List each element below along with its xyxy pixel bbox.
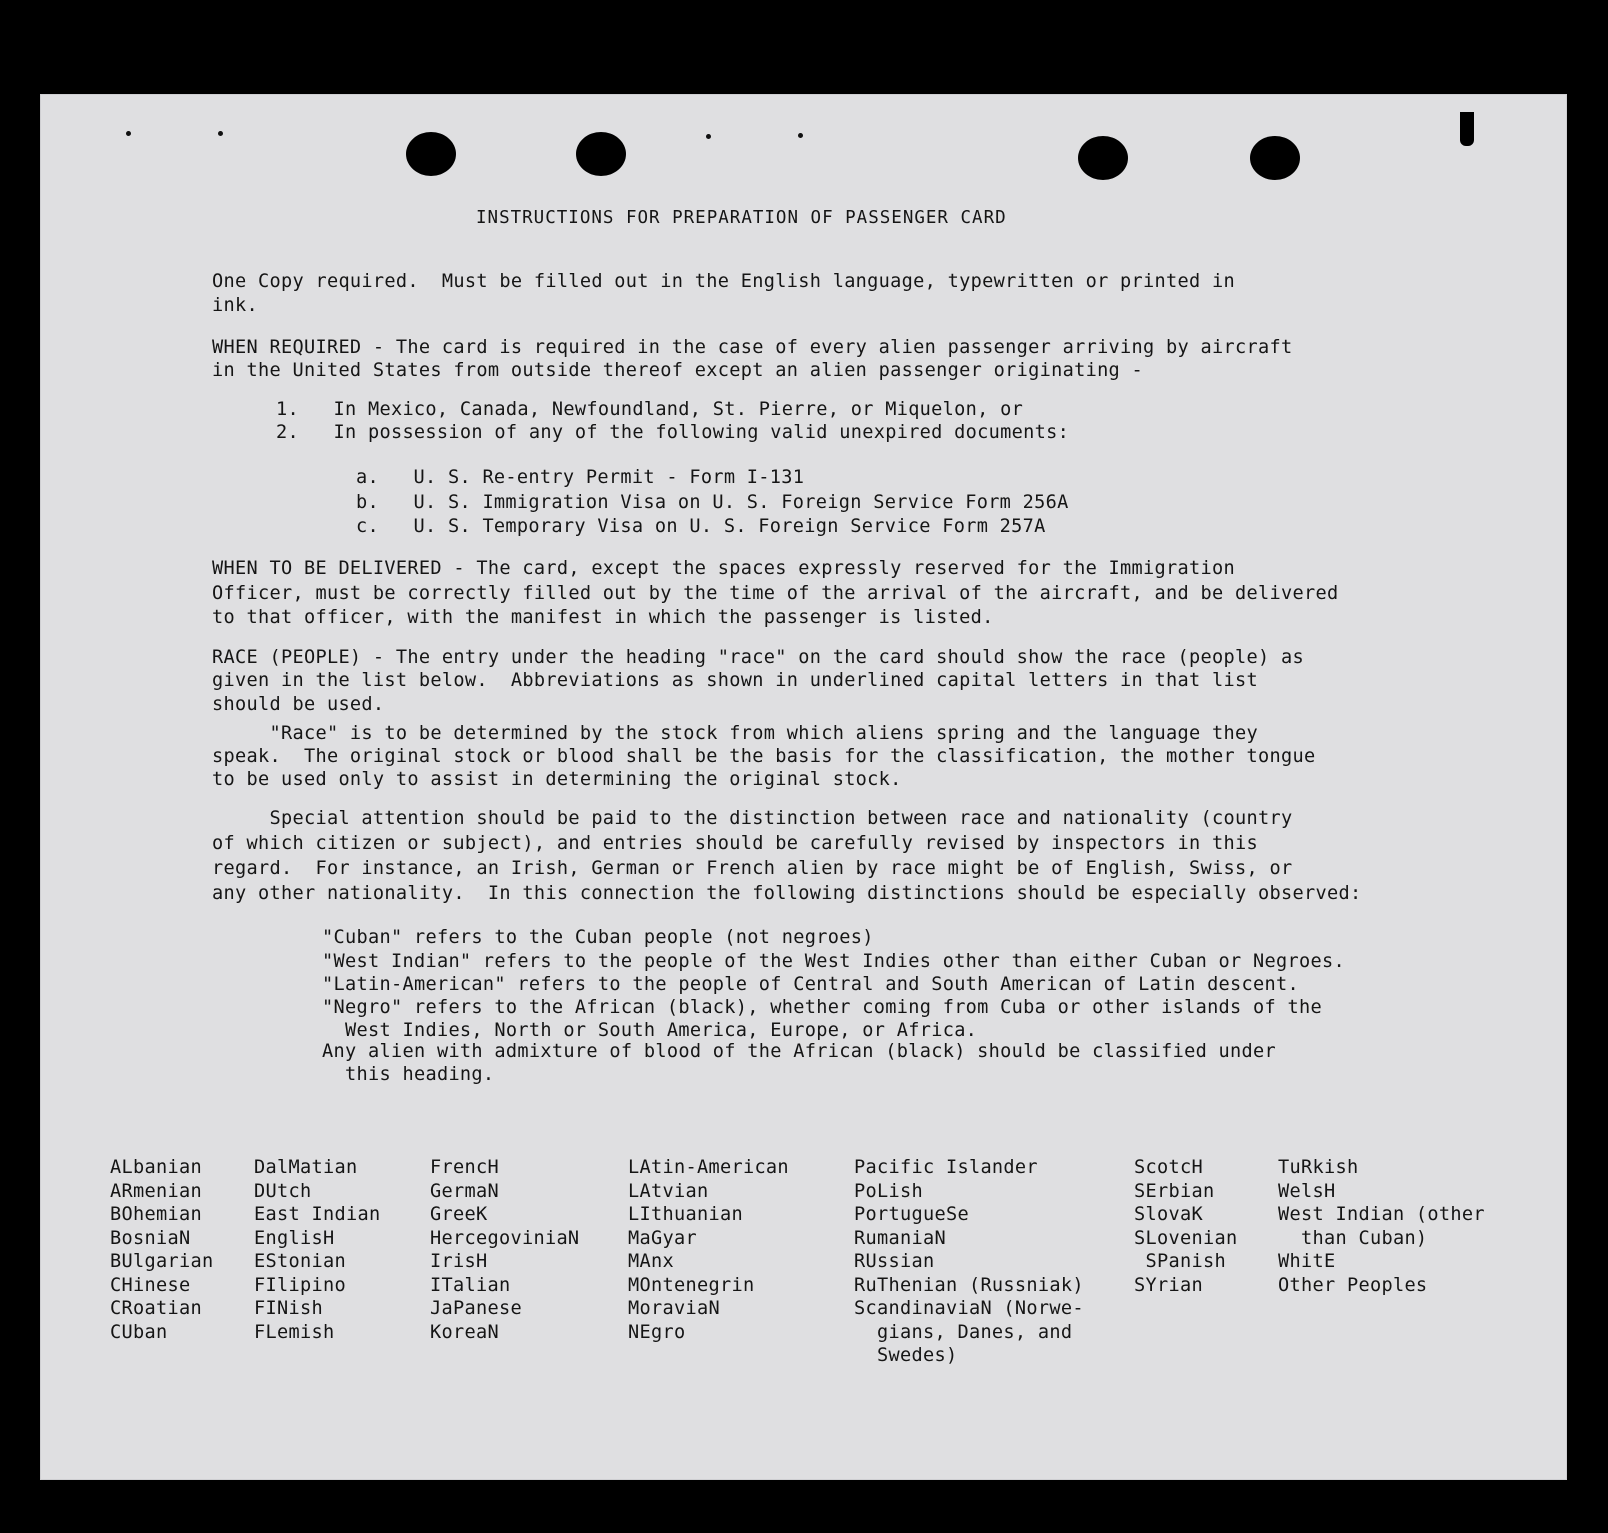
when-required-line: WHEN REQUIRED - The card is required in the case of every alien passenger arriving by aircraft [212,337,1293,358]
race-column [628,1156,789,1344]
race-entry: JaPanese [430,1298,522,1319]
race-entry: BOhemian [110,1204,202,1225]
race-entry: FrencH [430,1157,499,1178]
race-entry: MAnx [628,1251,674,1272]
race-entry: DalMatian [254,1157,358,1178]
punch-hole [576,132,626,176]
race-determined-line: speak. The original stock or blood shall be the basis for the classification, the mother tongue [212,746,1316,767]
race-entry: ITalian [430,1274,511,1296]
race-entry: Swedes) [854,1345,958,1366]
speck [218,131,223,136]
race-entry: LAtin-American [628,1157,789,1178]
documents-line: a. U. S. Re-entry Permit - Form I-131 [356,467,805,488]
race-entry: GermaN [430,1180,499,1202]
race-entry: FLemish [254,1321,335,1343]
race-column [430,1156,579,1344]
race-entry: CRoatian [110,1298,202,1319]
distinctions-line: West Indies, North or South America, Europe, or Africa. [322,1020,978,1041]
race-entry: PoLish [854,1180,923,1202]
race-entry: HercegoviniaN [430,1227,580,1249]
race-entry: TuRkish [1278,1157,1359,1178]
race-entry: East Indian [254,1204,381,1225]
race-entry: GreeK [430,1204,488,1225]
race-entry: MaGyar [628,1227,697,1249]
race-entry: Other Peoples [1278,1274,1428,1296]
race-entry: BUlgarian [110,1251,214,1272]
race-people-line: should be used. [212,694,385,715]
race-determined-line: "Race" is to be determined by the stock from which aliens spring and the language they [212,723,1258,744]
page-title: INSTRUCTIONS FOR PREPARATION OF PASSENGER CARD [476,208,1007,228]
race-entry: SLovenian [1134,1227,1238,1249]
race-entry: gians, Danes, and [854,1321,1073,1343]
special-attention-line: Special attention should be paid to the distinction between race and nationality (country [212,808,1293,829]
speck [706,134,711,139]
race-entry: WhitE [1278,1251,1336,1272]
race-column [1278,1156,1485,1297]
when-delivered-line: Officer, must be correctly filled out by the time of the arrival of the aircraft, and be delivered [212,583,1339,604]
race-entry: ARmenian [110,1180,202,1202]
race-entry: LIthuanian [628,1204,743,1225]
race-entry: BosniaN [110,1227,191,1249]
race-entry: EnglisH [254,1227,335,1249]
race-entry: CUban [110,1321,168,1343]
race-column [110,1156,213,1344]
race-entry: SlovaK [1134,1204,1203,1225]
conditions-line: 2. In possession of any of the following valid unexpired documents: [276,422,1070,443]
distinctions-line: "Cuban" refers to the Cuban people (not negroes) [322,927,874,948]
race-entry: SPanish [1134,1251,1226,1272]
race-entry: West Indian (other [1278,1204,1485,1225]
race-entry: PortugueSe [854,1204,969,1225]
race-entry: MOntenegrin [628,1274,755,1296]
race-entry: MoraviaN [628,1298,720,1319]
distinctions-line: "West Indian" refers to the people of the West Indies other than either Cuban or Negroes. [322,951,1345,972]
race-entry: NEgro [628,1321,686,1343]
race-entry: EStonian [254,1251,346,1272]
race-entry: LAtvian [628,1180,709,1202]
race-entry: KoreaN [430,1321,499,1343]
race-entry: than Cuban) [1278,1227,1428,1249]
race-column [1134,1156,1237,1297]
race-entry: ScandinaviaN (Norwe- [854,1298,1084,1319]
when-delivered-line: to that officer, with the manifest in which the passenger is listed. [212,607,994,628]
special-attention-line: any other nationality. In this connection the following distinctions should be especially observed: [212,883,1362,904]
race-entry: IrisH [430,1251,488,1272]
race-entry: RUssian [854,1251,935,1272]
race-entry: Pacific Islander [854,1157,1038,1178]
race-entry: ALbanian [110,1157,202,1178]
race-entry: ScotcH [1134,1157,1203,1178]
punch-hole [1078,136,1128,180]
distinctions-line: "Latin-American" refers to the people of Central and South American of Latin descent. [322,974,1300,995]
documents-line: c. U. S. Temporary Visa on U. S. Foreign Service Form 257A [356,516,1046,537]
race-entry: FIlipino [254,1274,346,1296]
race-entry: FINish [254,1298,323,1319]
special-attention-line: of which citizen or subject), and entries should be carefully revised by inspectors in this [212,833,1258,854]
race-entry: DUtch [254,1180,312,1202]
intro-line: ink. [212,295,258,316]
race-entry: RuThenian (Russniak) [854,1274,1084,1296]
documents-line: b. U. S. Immigration Visa on U. S. Foreign Service Form 256A [356,492,1069,513]
race-column [854,1156,1084,1368]
special-attention-line: regard. For instance, an Irish, German or French alien by race might be of English, Swiss, or [212,858,1293,879]
race-determined-line: to be used only to assist in determining the original stock. [212,769,902,790]
distinctions-line: "Negro" refers to the African (black), whether coming from Cuba or other islands of the [322,997,1323,1018]
race-entry: SYrian [1134,1274,1203,1296]
speck [798,133,803,138]
conditions-line: 1. In Mexico, Canada, Newfoundland, St. Pierre, or Miquelon, or [276,399,1024,420]
speck [126,131,131,136]
intro-line: One Copy required. Must be filled out in the English language, typewritten or printed in [212,271,1235,292]
race-entry: SErbian [1134,1180,1215,1202]
race-entry: CHinese [110,1274,191,1296]
race-column [254,1156,380,1344]
torn-corner [1460,112,1474,146]
race-people-line: RACE (PEOPLE) - The entry under the heading "race" on the card should show the race (people) as [212,647,1304,668]
punch-hole [1250,136,1300,180]
race-people-line: given in the list below. Abbreviations as shown in underlined capital letters in that list [212,670,1258,691]
distinctions-line: Any alien with admixture of blood of the African (black) should be classified under [322,1041,1277,1062]
race-entry: RumaniaN [854,1227,946,1249]
distinctions-line: this heading. [322,1064,495,1085]
race-entry: WelsH [1278,1180,1336,1202]
punch-hole [406,132,456,176]
when-required-line: in the United States from outside thereof except an alien passenger originating - [212,360,1144,381]
when-delivered-line: WHEN TO BE DELIVERED - The card, except the spaces expressly reserved for the Immigration [212,558,1235,579]
